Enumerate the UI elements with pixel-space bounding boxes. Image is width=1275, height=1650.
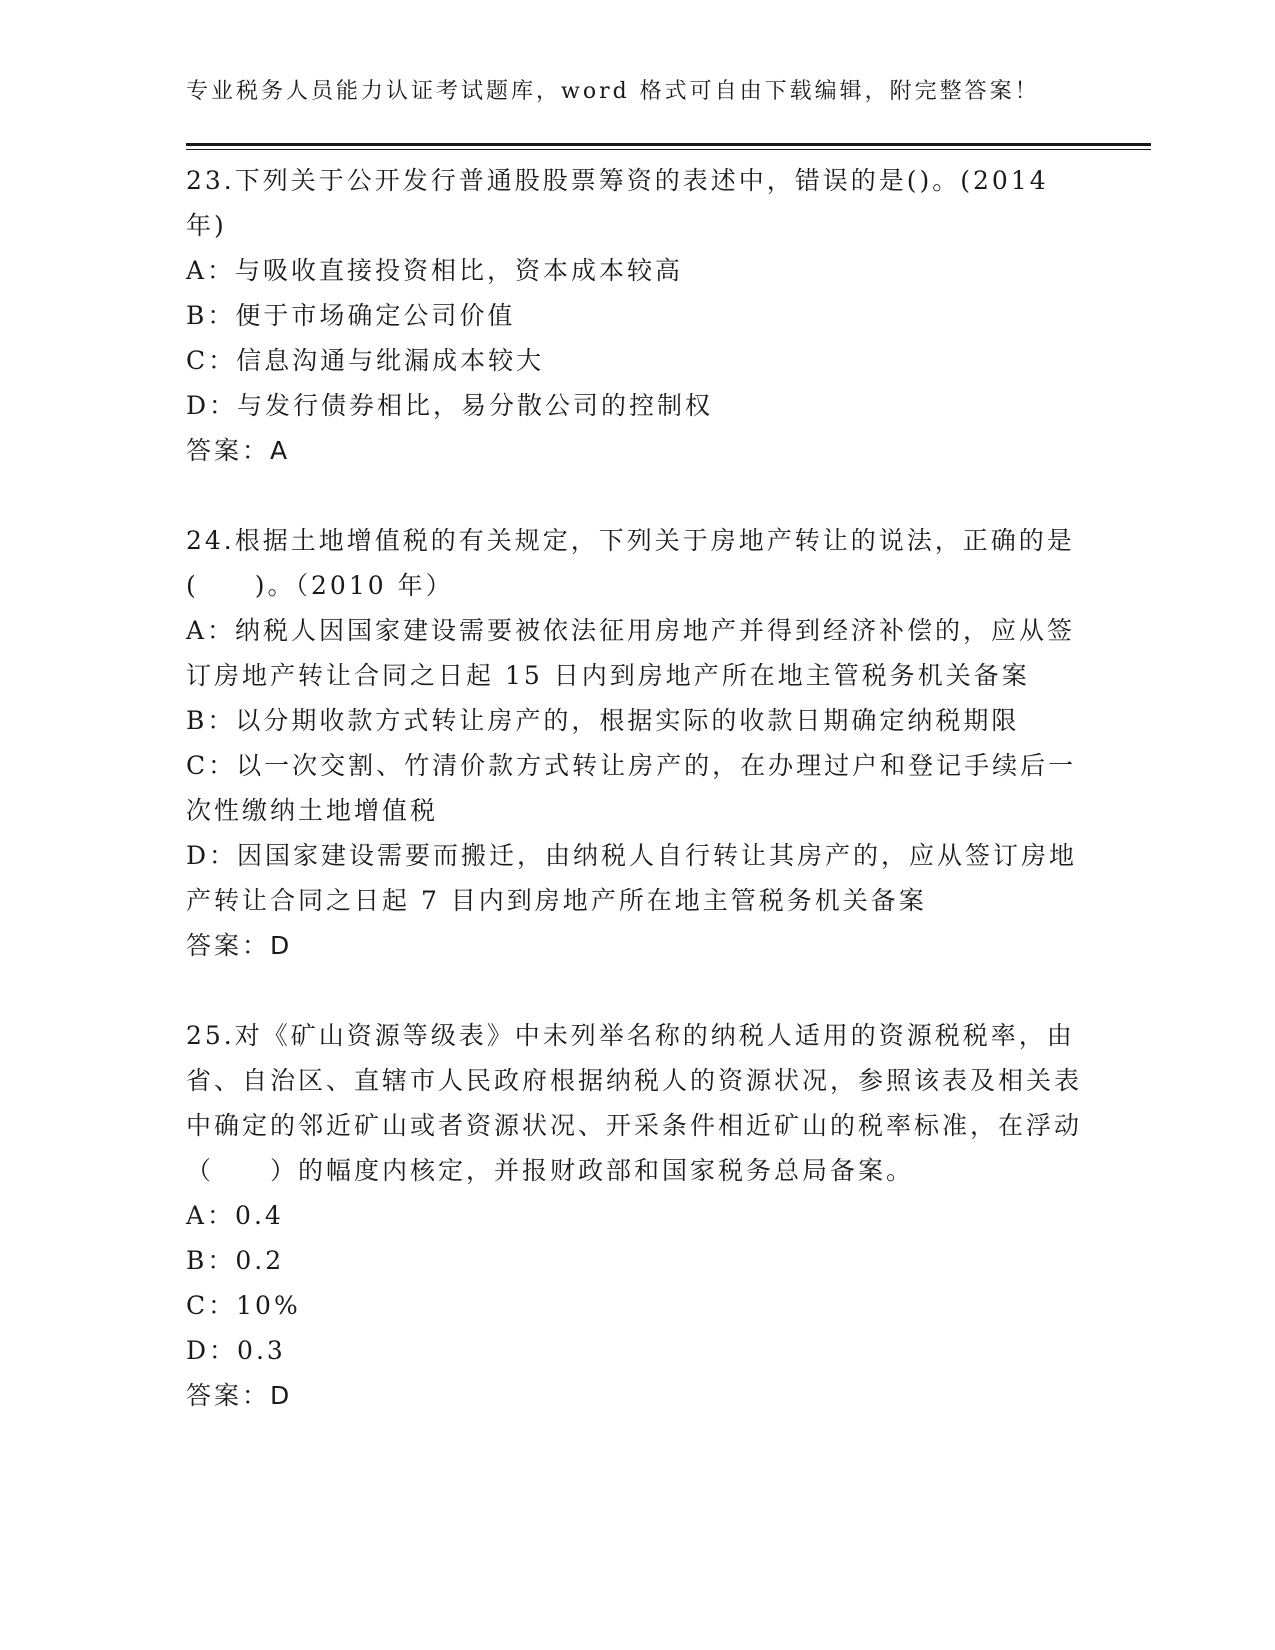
question-spacer (186, 473, 1086, 518)
answer: 答案：A (186, 436, 291, 465)
question-spacer (186, 968, 1086, 1013)
option-d: D：与发行债券相比，易分散公司的控制权 (186, 391, 714, 420)
option-a: A：纳税人因国家建设需要被依法征用房地产并得到经济补偿的，应从签订房地产转让合同之日起 15 日内到房地产所在地主管税务机关备案 (186, 616, 1076, 690)
question-23 (186, 158, 1086, 473)
question-24 (186, 518, 1086, 968)
option-d: D：0.3 (186, 1336, 286, 1365)
option-a: A：0.4 (186, 1201, 284, 1230)
option-a: A：与吸收直接投资相比，资本成本较高 (186, 256, 684, 285)
option-b: B：以分期收款方式转让房产的，根据实际的收款日期确定纳税期限 (186, 706, 1020, 735)
header-rule-thick (186, 143, 1151, 146)
question-stem: 24.根据土地增值税的有关规定，下列关于房地产转让的说法，正确的是( )。（2010 年） (186, 526, 1075, 600)
header-rule-thin (186, 149, 1151, 150)
option-b: B：便于市场确定公司价值 (186, 301, 516, 330)
question-stem: 23.下列关于公开发行普通股股票筹资的表述中，错误的是()。(2014 年) (186, 166, 1049, 240)
option-d: D：因国家建设需要而搬迁，由纳税人自行转让其房产的，应从签订房地产转让合同之日起 7 目内到房地产所在地主管税务机关备案 (186, 841, 1078, 915)
option-c: C：10% (186, 1291, 301, 1320)
answer: 答案：D (186, 931, 293, 960)
option-b: B：0.2 (186, 1246, 285, 1275)
question-25 (186, 1013, 1086, 1418)
option-c: C：以一次交割、竹清价款方式转让房产的，在办理过户和登记手续后一次性缴纳土地增值税 (186, 751, 1077, 825)
page-header: 专业税务人员能力认证考试题库，word 格式可自由下载编辑，附完整答案！ (186, 79, 1040, 104)
option-c: C：信息沟通与纰漏成本较大 (186, 346, 545, 375)
answer: 答案：D (186, 1381, 293, 1410)
question-stem: 25.对《矿山资源等级表》中未列举名称的纳税人适用的资源税税率，由省、自治区、直辖市人民政府根据纳税人的资源状况，参照该表及相关表中确定的邻近矿山或者资源状况、开采条件相近矿山的税率标准，在浮动（ ）的幅度内核定，并报财政部和国家税务总局备案。 (186, 1021, 1083, 1185)
question-list (186, 158, 1086, 1418)
